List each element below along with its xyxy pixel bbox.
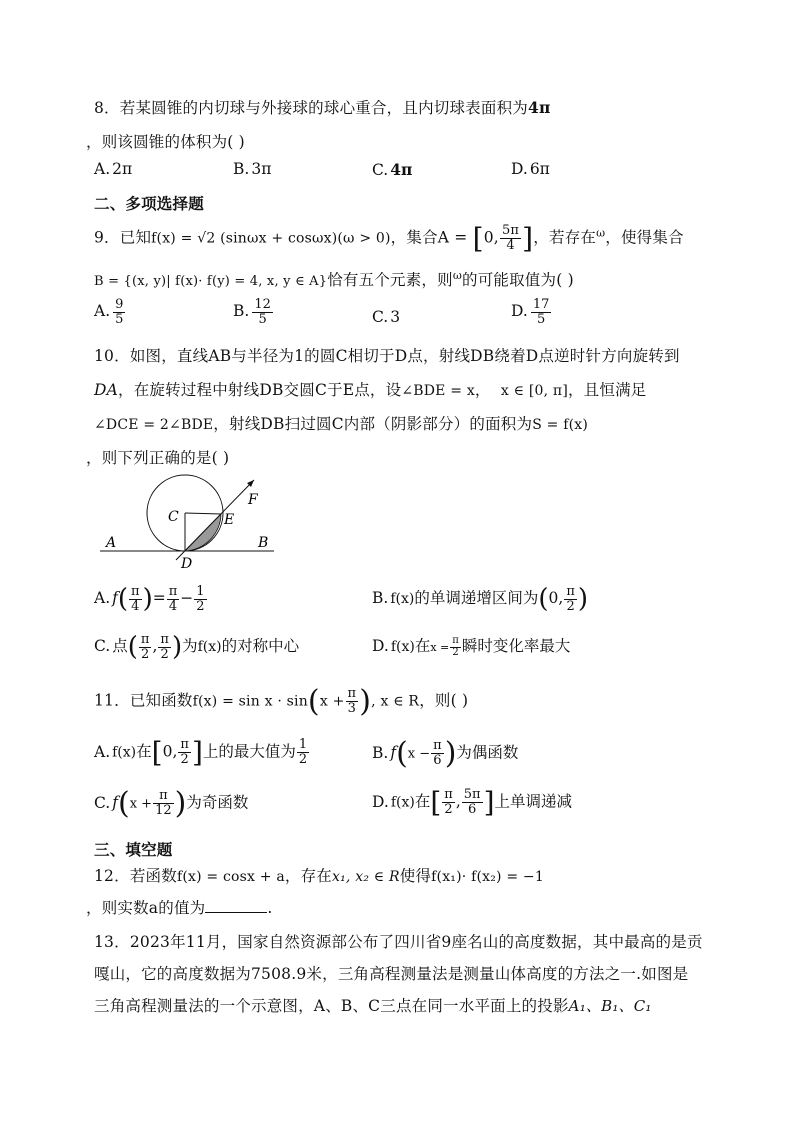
q11-option-a[interactable]: A. f(x)在[0, $\frac{\pi}{2}$ ]上的最大值为 $\frac{1}{2}$ [94, 736, 308, 769]
q8-option-d[interactable]: D. 6π [511, 160, 550, 178]
q12-stem-line2: ，则实数a的值为 . [86, 899, 273, 917]
q11-option-b[interactable]: B. f(x − $\frac{\pi}{6}$ )为偶函数 [372, 736, 519, 771]
label-d: D [181, 556, 193, 572]
q9-option-d[interactable]: D. $\frac{17}{5}$ [511, 297, 550, 327]
q10-option-d[interactable]: D. f(x)在x = $\frac{\pi}{2}$ 瞬时变化率最大 [372, 635, 571, 658]
label-b: B [258, 535, 269, 551]
q9-stem-line2: B = {(x, y)| f(x)· f(y) = 4, x, y ∈ A}恰有五个元素，则$^\omega$的可能取值为( ) [94, 268, 574, 289]
q13-stem-line2: 嘎山，它的高度数据为7508.9米，三角高程测量法是测量山体高度的方法之一.如图是 [94, 965, 689, 983]
q10-figure [94, 474, 284, 574]
section-2-title: 二、多项选择题 [94, 195, 204, 213]
q8-option-a[interactable]: A. 2π [94, 160, 133, 178]
q10-stem-line2: DA，在旋转过程中射线DB交圆C于E点，设∠BDE = x， x ∈ [0, π]，且恒满足 [94, 381, 647, 399]
q8-option-b[interactable]: B. 3π [233, 160, 272, 178]
q11-stem: 11．已知函数f(x) = sin x · sin(x + $\frac{\pi}{3}$ ), x ∈ R，则( ) [94, 684, 469, 719]
segment-c-e [185, 513, 221, 514]
q8-stem-line1: 8．若某圆锥的内切球与外接球的球心重合，且内切球表面积为4π [94, 98, 551, 117]
q13-stem-line3: 三角高程测量法的一个示意图，A、B、C三点在同一水平面上的投影A₁、B₁、C₁ [94, 997, 652, 1015]
q12-answer-blank[interactable] [205, 898, 267, 913]
label-f: F [248, 492, 258, 508]
q13-stem-line1: 13．2023年11月，国家自然资源部公布了四川省9座名山的高度数据，其中最高的是贡 [94, 933, 703, 951]
q9-option-c[interactable]: C. 3 [372, 308, 401, 326]
q11-option-d[interactable]: D. f(x)在[ $\frac{\pi}{2}$ , $\frac{5\pi}{6}$ ]上单调递减 [372, 786, 573, 819]
q10-option-a[interactable]: A. f( $\frac{\pi}{4}$ )= $\frac{\pi}{4}$ − $\frac{1}{2}$ [94, 583, 205, 614]
q9-option-b[interactable]: B. $\frac{12}{5}$ [233, 297, 271, 327]
q9-stem-line1: 9．已知f(x) = √2 (sinωx + cosωx)(ω > 0)，集合A = [0, $\frac{5\pi}{4}$ ]，若存在$^\omega$，使得集合 [94, 222, 684, 255]
q9-option-a[interactable]: A. $\frac{9}{5}$ [94, 297, 124, 327]
q12-stem-line1: 12．若函数f(x) = cosx + a，存在x₁, x₂ ∈ R使得f(x₁)· f(x₂) = −1 [94, 867, 544, 885]
label-a: A [106, 535, 117, 551]
q10-stem-line3: ∠DCE = 2∠BDE，射线DB扫过圆C内部（阴影部分）的面积为S = f(x) [94, 415, 589, 433]
q10-option-c[interactable]: C. 点( $\frac{\pi}{2}$ , $\frac{\pi}{2}$ )为f(x)的对称中心 [94, 631, 300, 662]
q10-stem-line4: ，则下列正确的是( ) [86, 449, 230, 467]
q10-stem-line1: 10．如图，直线AB与半径为1的圆C相切于D点，射线DB绕着D点逆时针方向旋转到 [94, 347, 680, 365]
section-3-title: 三、填空题 [94, 841, 173, 859]
label-e: E [224, 512, 235, 528]
ray-df [176, 480, 254, 560]
q10-option-b[interactable]: B. f(x)的单调递增区间为(0, $\frac{\pi}{2}$ ) [372, 583, 589, 614]
q11-option-c[interactable]: C. f(x + $\frac{\pi}{12}$ )为奇函数 [94, 786, 249, 821]
q8-option-c[interactable]: C. 4π [372, 160, 413, 179]
q8-stem-line2: ，则该圆锥的体积为( ) [86, 133, 245, 151]
label-c: C [168, 509, 179, 525]
